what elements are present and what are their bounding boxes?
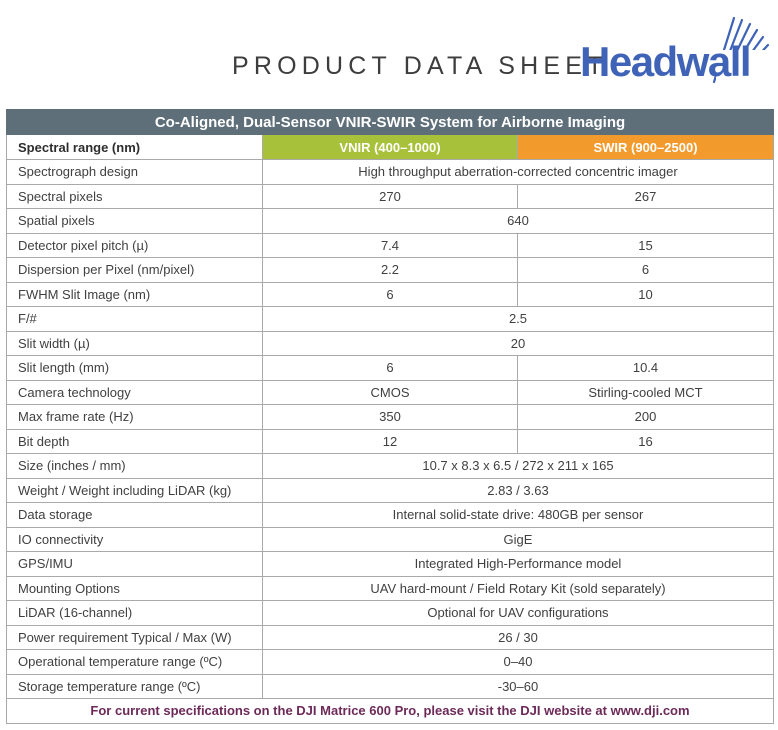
row-value-swir: 200 <box>518 405 774 430</box>
row-label: Slit width (µ) <box>7 331 263 356</box>
table-row <box>7 184 774 209</box>
row-value: 0–40 <box>263 650 774 675</box>
row-value-vnir: 6 <box>263 282 518 307</box>
row-label: Data storage <box>7 503 263 528</box>
table-row <box>7 331 774 356</box>
row-label: Bit depth <box>7 429 263 454</box>
row-value: Optional for UAV configurations <box>263 601 774 626</box>
row-value: -30–60 <box>263 674 774 699</box>
row-label: Storage temperature range (ºC) <box>7 674 263 699</box>
row-value: 2.83 / 3.63 <box>263 478 774 503</box>
table-row <box>7 258 774 283</box>
row-label: F/# <box>7 307 263 332</box>
row-value-vnir: 350 <box>263 405 518 430</box>
row-value: 20 <box>263 331 774 356</box>
row-value-swir: 267 <box>518 184 774 209</box>
table-row <box>7 160 774 185</box>
row-label: FWHM Slit Image (nm) <box>7 282 263 307</box>
table-row <box>7 356 774 381</box>
document-title: PRODUCT DATA SHEET <box>232 52 608 80</box>
row-label: IO connectivity <box>7 527 263 552</box>
table-row <box>7 282 774 307</box>
header-swir: SWIR (900–2500) <box>518 135 774 160</box>
row-value-swir: 6 <box>518 258 774 283</box>
table-row <box>7 478 774 503</box>
row-value-vnir: 6 <box>263 356 518 381</box>
table-title: Co-Aligned, Dual-Sensor VNIR-SWIR System for Airborne Imaging <box>7 110 774 135</box>
table-footer-row <box>7 699 774 724</box>
table-row <box>7 454 774 479</box>
table-header-row <box>7 135 774 160</box>
table-row <box>7 601 774 626</box>
table-title-row <box>7 110 774 135</box>
table-row <box>7 429 774 454</box>
table-row <box>7 209 774 234</box>
table-row <box>7 405 774 430</box>
row-label: Power requirement Typical / Max (W) <box>7 625 263 650</box>
row-value-vnir: 2.2 <box>263 258 518 283</box>
row-value: Integrated High-Performance model <box>263 552 774 577</box>
header-label: Spectral range (nm) <box>7 135 263 160</box>
row-value-vnir: CMOS <box>263 380 518 405</box>
row-value-vnir: 270 <box>263 184 518 209</box>
table-row <box>7 552 774 577</box>
row-value-vnir: 12 <box>263 429 518 454</box>
table-row <box>7 650 774 675</box>
table-row <box>7 625 774 650</box>
row-label: GPS/IMU <box>7 552 263 577</box>
row-label: Camera technology <box>7 380 263 405</box>
row-label: Spectral pixels <box>7 184 263 209</box>
row-label: Operational temperature range (ºC) <box>7 650 263 675</box>
table-row <box>7 233 774 258</box>
row-value-vnir: 7.4 <box>263 233 518 258</box>
row-value-swir: Stirling-cooled MCT <box>518 380 774 405</box>
table-row <box>7 307 774 332</box>
row-value: 10.7 x 8.3 x 6.5 / 272 x 211 x 165 <box>263 454 774 479</box>
page-header <box>0 0 778 108</box>
row-label: Max frame rate (Hz) <box>7 405 263 430</box>
row-value: UAV hard-mount / Field Rotary Kit (sold separately) <box>263 576 774 601</box>
row-label: Size (inches / mm) <box>7 454 263 479</box>
row-value: High throughput aberration-corrected concentric imager <box>263 160 774 185</box>
row-value: 2.5 <box>263 307 774 332</box>
row-label: Spatial pixels <box>7 209 263 234</box>
row-label: Slit length (mm) <box>7 356 263 381</box>
table-row <box>7 674 774 699</box>
row-value: GigE <box>263 527 774 552</box>
row-label: LiDAR (16-channel) <box>7 601 263 626</box>
row-value-swir: 16 <box>518 429 774 454</box>
row-value: Internal solid-state drive: 480GB per sensor <box>263 503 774 528</box>
row-label: Mounting Options <box>7 576 263 601</box>
row-value-swir: 15 <box>518 233 774 258</box>
table-row <box>7 527 774 552</box>
row-value: 26 / 30 <box>263 625 774 650</box>
row-value-swir: 10.4 <box>518 356 774 381</box>
table-row <box>7 503 774 528</box>
row-label: Dispersion per Pixel (nm/pixel) <box>7 258 263 283</box>
company-logo <box>576 10 776 100</box>
header-vnir: VNIR (400–1000) <box>263 135 518 160</box>
row-value: 640 <box>263 209 774 234</box>
logo-wordmark: Headwall <box>580 38 751 85</box>
row-label: Detector pixel pitch (µ) <box>7 233 263 258</box>
row-label: Weight / Weight including LiDAR (kg) <box>7 478 263 503</box>
spec-table <box>6 109 774 724</box>
table-row <box>7 380 774 405</box>
table-row <box>7 576 774 601</box>
table-footer-note: For current specifications on the DJI Matrice 600 Pro, please visit the DJI website at www.dji.com <box>7 699 774 724</box>
row-value-swir: 10 <box>518 282 774 307</box>
row-label: Spectrograph design <box>7 160 263 185</box>
